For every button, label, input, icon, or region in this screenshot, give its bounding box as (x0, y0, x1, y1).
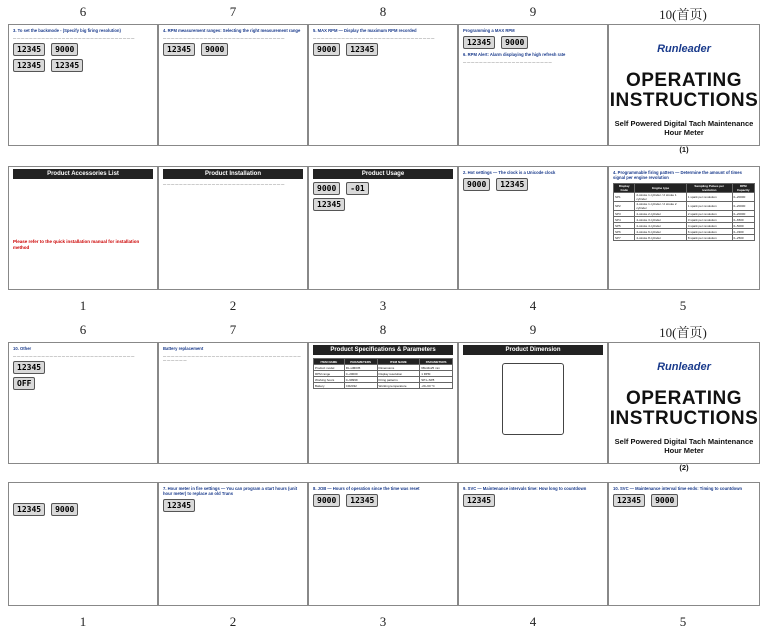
logo-text: Runleader (657, 361, 711, 373)
table-cell: Working hours (314, 377, 345, 383)
table-header: RPM Capacity (732, 184, 755, 193)
lcd-display: 12345 (13, 43, 45, 56)
table-cell: SP1~SP8 (420, 377, 453, 383)
table-cell: Display resolution (377, 371, 420, 377)
cover-subtitle: Self Powered Digital Tach Maintenance Hour Meter (614, 119, 754, 137)
table-cell: SP3 (614, 211, 635, 217)
table-header: ITEM NAME (314, 359, 345, 365)
lcd-example-row (163, 499, 303, 512)
body-text: — — — — — — — — — — — — — — — — — — — — — — — — — — — — — — — — — — — — — — — — (163, 354, 301, 363)
lcd-display: 9000 (51, 43, 78, 56)
table-cell: Battery (314, 383, 345, 389)
panel-cover-1 (608, 24, 760, 154)
panel-page9 (458, 24, 608, 146)
table-row (614, 235, 755, 241)
page-number: 3 (379, 614, 387, 629)
table-cell: 4-stroke 1 cylinder / 2 stroke 2 cylinder (635, 202, 686, 211)
panel-page8 (308, 342, 458, 464)
section-title: 5. MAX RPM — Display the maximum RPM recorded (313, 28, 417, 33)
section-title: 10. Other (13, 346, 32, 351)
section-title: 2. Hot settings — The clock is a Unicode clock (463, 170, 556, 175)
sheet1-front (8, 166, 760, 290)
panel-page7 (158, 24, 308, 146)
table-cell: 6 spark per revolution (686, 229, 732, 235)
page-number: 6 (79, 4, 87, 19)
panel-page5 (608, 482, 760, 606)
cover-edition: (1) (679, 145, 689, 154)
page-number: 2 (229, 298, 237, 313)
firing-pattern-table (613, 183, 755, 241)
page-number: 9 (529, 322, 537, 337)
page-number: 10(首页) (659, 325, 707, 340)
lcd-display: 9000 (501, 36, 528, 49)
lcd-display: 9000 (201, 43, 228, 56)
page-number: 1 (79, 298, 87, 313)
section-title: 7. Hour meter in fire settings — You can program a start hours (unit hour meter) to replace an old Trans (163, 486, 298, 496)
table-cell: 0~6500 (732, 217, 755, 223)
panel-page7 (158, 342, 308, 464)
table-cell: SP1 (614, 193, 635, 202)
lcd-display: 9000 (463, 178, 490, 191)
lcd-example-row (13, 59, 153, 72)
spec-table (313, 358, 453, 389)
lcd-example-row (313, 494, 453, 507)
table-cell: RL-HM035 (344, 365, 377, 371)
lcd-display: 12345 (613, 494, 645, 507)
panel-page4 (458, 166, 608, 290)
table-cell: 0~20000 (344, 371, 377, 377)
section-title: Battery replacement (163, 346, 204, 351)
lcd-example-row (313, 198, 453, 211)
lcd-display: 12345 (13, 503, 45, 516)
lcd-display: 12345 (346, 43, 378, 56)
panel-page3 (308, 482, 458, 606)
table-cell: CR2032 (344, 383, 377, 389)
lcd-display: 12345 (163, 499, 195, 512)
panel-page9 (458, 342, 608, 464)
section-title: 9. SVC — Maintenance intervals time: How long to countdown (463, 486, 587, 491)
panel-page3 (308, 166, 458, 290)
sheet1-back (8, 24, 760, 154)
panel-page1 (8, 166, 158, 290)
lcd-example-row (13, 43, 153, 56)
table-cell: Dimensions (377, 365, 420, 371)
cover-subtitle: Self Powered Digital Tach Maintenance Hour Meter (614, 437, 754, 455)
table-cell: Product model (314, 365, 345, 371)
lcd-display: 12345 (463, 36, 495, 49)
table-header: PARAMETERS (420, 359, 453, 365)
table-cell: 8 spark per revolution (686, 235, 732, 241)
body-text: — — — — — — — — — — — — — — — — — — — — — — — — — — — — — — (163, 182, 285, 186)
lcd-display: 12345 (346, 494, 378, 507)
table-cell: SP7 (614, 235, 635, 241)
table-cell: SP6 (614, 229, 635, 235)
table-cell: 0~20000 (732, 211, 755, 217)
panel-cover-2 (608, 342, 760, 472)
page-number: 2 (229, 614, 237, 629)
table-row (614, 193, 755, 202)
lcd-display: 9000 (313, 182, 340, 195)
table-row (614, 202, 755, 211)
cover-edition: (2) (679, 463, 689, 472)
table-cell: SP4 (614, 217, 635, 223)
lcd-display: 12345 (163, 43, 195, 56)
lcd-display: -01 (346, 182, 368, 195)
section-title: 4. Programmable firing pattern — Determine the amount of times signal per engine revolution (613, 170, 742, 180)
logo-text: Runleader (657, 43, 711, 55)
body-text: — — — — — — — — — — — — — — — — — — — — — — (463, 60, 552, 64)
table-cell: 4-stroke 8 cylinder (635, 235, 686, 241)
lcd-display: 12345 (463, 494, 495, 507)
panel-page2 (158, 482, 308, 606)
brand-logo (609, 39, 759, 57)
lcd-example-row (13, 377, 153, 390)
panel-page4 (458, 482, 608, 606)
table-header: Display Code (614, 184, 635, 193)
panel-page5 (608, 166, 760, 290)
lcd-example-row (13, 361, 153, 374)
lcd-display: 12345 (313, 198, 345, 211)
table-row (314, 383, 453, 389)
table-cell: RPM range (314, 371, 345, 377)
table-body (614, 193, 755, 241)
lcd-display: OFF (13, 377, 35, 390)
table-body (314, 365, 453, 389)
section-title: 3. To set the backmode - (Specify big firing resolution) (13, 28, 121, 33)
page-number: 4 (529, 614, 537, 629)
sheet2-front (8, 482, 760, 606)
lcd-example-row (313, 43, 453, 56)
table-header: ITEM NAME (377, 359, 420, 365)
page-number: 9 (529, 4, 537, 19)
lcd-display: 12345 (13, 59, 45, 72)
cover-title: OPERATING INSTRUCTIONS (609, 388, 759, 429)
page-number: 8 (379, 322, 387, 337)
page-number: 10(首页) (659, 7, 707, 22)
table-cell: 4-stroke 6 cylinder (635, 229, 686, 235)
panel-page2 (158, 166, 308, 290)
section-bar: Product Installation (163, 169, 303, 179)
table-cell: 4-stroke 4 cylinder (635, 223, 686, 229)
table-cell: 0~20000 (732, 193, 755, 202)
lcd-example-row (463, 178, 603, 191)
page-number: 5 (679, 298, 687, 313)
section-bar: Product Specifications & Parameters (313, 345, 453, 355)
brand-logo (609, 357, 759, 375)
table-cell: SP5 (614, 223, 635, 229)
section-title: 6. RPM Alert: Alarm displaying the high refresh rate (463, 52, 566, 57)
sheet2-back (8, 342, 760, 472)
page-number: 7 (229, 322, 237, 337)
table-cell: 0~99999 (344, 377, 377, 383)
body-text: — — — — — — — — — — — — — — — — — — — — — — — — — — — — — — (313, 36, 435, 40)
page-number: 7 (229, 4, 237, 19)
table-cell: 1 spark per revolution (686, 202, 732, 211)
section-title: 8. JOB — Hours of operation since the time was reset (313, 486, 420, 491)
panel-page8 (308, 24, 458, 146)
body-text: — — — — — — — — — — — — — — — — — — — — — — — — — — — — — — (13, 36, 135, 40)
lcd-display: 9000 (313, 43, 340, 56)
page-number: 8 (379, 4, 387, 19)
table-header: Sampling Pulses per revolution (686, 184, 732, 193)
table-cell: Working temperature (377, 383, 420, 389)
lcd-display: 12345 (13, 361, 45, 374)
panel-page1 (8, 482, 158, 606)
table-cell: SP2 (614, 202, 635, 211)
table-cell: Firing patterns (377, 377, 420, 383)
install-note: Please refer to the quick installation manual for installation method (13, 239, 140, 250)
page-number: 6 (79, 322, 87, 337)
body-text: — — — — — — — — — — — — — — — — — — — — — — — — — — — — — — (13, 354, 135, 358)
table-cell: 2 spark per revolution (686, 211, 732, 217)
section-bar: Product Usage (313, 169, 453, 179)
table-cell: 1 RPM (420, 371, 453, 377)
table-cell: 3 spark per revolution (686, 217, 732, 223)
lcd-display: 9000 (313, 494, 340, 507)
lcd-example-row (613, 494, 755, 507)
lcd-display: 12345 (51, 59, 83, 72)
page-number: 3 (379, 298, 387, 313)
panel-page6 (8, 24, 158, 146)
table-cell: 0~2500 (732, 235, 755, 241)
section-bar: Product Accessories List (13, 169, 153, 179)
table-header: Engine type (635, 184, 686, 193)
lcd-display: 9000 (651, 494, 678, 507)
page-number: 5 (679, 614, 687, 629)
table-cell: 0~3300 (732, 229, 755, 235)
page-number: 4 (529, 298, 537, 313)
table-cell: -20~60 °C (420, 383, 453, 389)
device-dimension-drawing (502, 363, 564, 435)
table-cell: 4 spark per revolution (686, 223, 732, 229)
lcd-example-row (313, 182, 453, 195)
lcd-display: 9000 (51, 503, 78, 516)
table-cell: 1 spark per revolution (686, 193, 732, 202)
body-text: — — — — — — — — — — — — — — — — — — — — — — — — — — — — — — (163, 36, 285, 40)
table-cell: 4-stroke 2 cylinder (635, 211, 686, 217)
section-bar: Product Dimension (463, 345, 603, 355)
section-title: 4. RPM measurement ranges: Selecting the right measurement range (163, 28, 301, 33)
lcd-example-row (163, 43, 303, 56)
cover-title: OPERATING INSTRUCTIONS (609, 70, 759, 111)
table-cell: 0~5000 (732, 223, 755, 229)
table-cell: 0~20000 (732, 202, 755, 211)
lcd-example-row (13, 503, 153, 516)
lcd-example-row (463, 36, 603, 49)
lcd-display: 12345 (496, 178, 528, 191)
table-header: PARAMETERS (344, 359, 377, 365)
page-number: 1 (79, 614, 87, 629)
panel-page6 (8, 342, 158, 464)
section-title: 10. SVC — Maintenance interval time ends: Timing to countdown (613, 486, 743, 491)
table-cell: 68x44x25 mm (420, 365, 453, 371)
table-cell: 2-stroke 1 cylinder / 2 stroke 1 cylinder (635, 193, 686, 202)
lcd-example-row (463, 494, 603, 507)
table-cell: 4-stroke 3 cylinder (635, 217, 686, 223)
section-title: Programming a MAX RPM (463, 28, 515, 33)
